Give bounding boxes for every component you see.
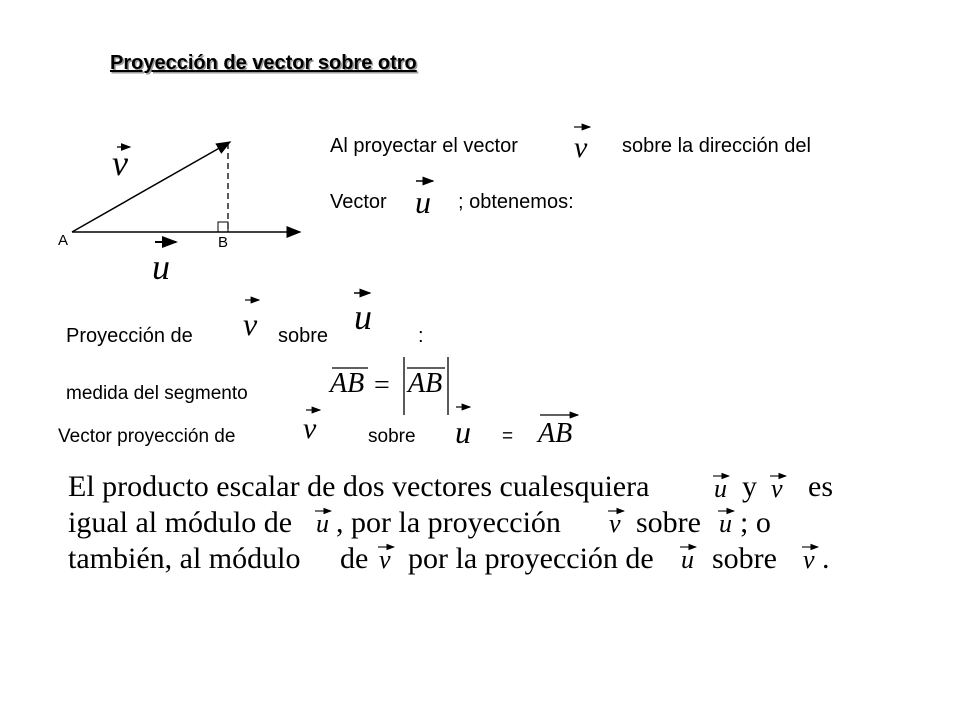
projection-vector-v: v [243,306,258,342]
figure-vector-v-label: v [112,143,128,183]
figure-vector-u-label: u [152,247,170,287]
vector-projection-v: v [303,412,317,445]
statement-line2-end: ; o [740,506,771,539]
intro-vector-v: v [574,131,588,164]
measure-segment-ab: AB [330,368,365,399]
vector-projection-ab: AB [538,418,573,449]
statement-v-4: v [803,545,815,574]
statement-v-1: v [771,474,783,503]
statement-line2-sobre: sobre [636,506,701,539]
page-title: Proyección de vector sobre otro [110,52,417,74]
vector-projection-equals: = [502,426,514,447]
intro-vector-u: u [415,184,431,220]
statement-line3-end: . [822,542,830,575]
projection-sobre: sobre [278,325,329,347]
statement-v-3: v [379,545,391,574]
statement-line2-mid: , por la proyección [336,506,561,539]
statement-line1-end: es [808,470,833,503]
intro-line2-end: ; obtenemos: [458,191,574,213]
measure-label: medida del segmento [66,383,248,404]
intro-line1-start: Al proyectar el vector [330,135,518,157]
projection-colon: : [418,325,424,347]
statement-u-4: u [681,545,694,574]
projection-label: Proyección de [66,325,193,347]
statement-u-3: u [719,509,732,538]
statement-u-1: u [714,474,727,503]
statement-line3-start: también, al módulo [68,542,301,575]
statement-y: y [742,470,757,503]
measure-equals: = [374,370,390,401]
statement-line2-start: igual al módulo de [68,506,293,539]
intro-line1-end: sobre la dirección del [622,135,811,157]
vector-projection-label: Vector proyección de [58,426,236,447]
statement-line3-mid: por la proyección de [408,542,654,575]
intro-line2-start: Vector [330,191,387,213]
statement-line1: El producto escalar de dos vectores cualesquiera [68,470,650,503]
statement-v-2: v [609,509,621,538]
statement-line3-de: de [340,542,369,575]
vector-projection-u: u [455,414,471,450]
point-b-label: B [218,234,229,251]
projection-vector-u: u [354,297,372,337]
measure-segment-ab-abs: AB [408,368,443,399]
vector-projection-sobre: sobre [368,426,416,447]
point-a-label: A [58,232,69,249]
statement-u-2: u [316,509,329,538]
statement-line3-sobre: sobre [712,542,777,575]
